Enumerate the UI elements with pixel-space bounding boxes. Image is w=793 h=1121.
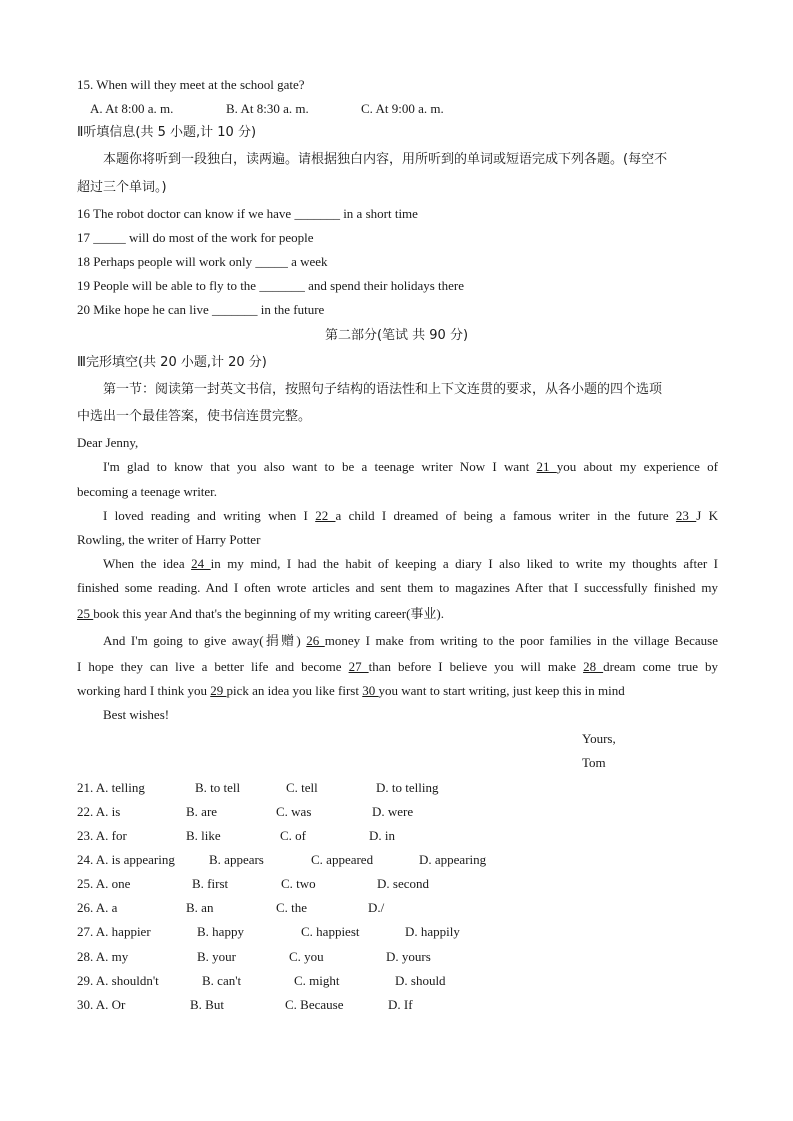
answer-28-c: C. you: [289, 949, 324, 964]
section-3-instruction-line2: 中选出一个最佳答案，使书信连贯完整。: [77, 409, 312, 424]
blank-30: 30: [362, 683, 379, 698]
answer-26-d: D./: [368, 900, 385, 915]
answer-24-a: 24. A. is appearing: [77, 852, 175, 867]
section-2-instruction-line1: 本题你将听到一段独白，读两遍。请根据独白内容，用所听到的单词或短语完成下列各题。(每空不: [103, 152, 668, 167]
blank-25: 25: [77, 606, 94, 621]
letter-p4-line3: working hard I think you 29 pick an idea you like first 30 you want to start writing, just keep this in mind: [77, 683, 625, 698]
answer-23-a: 23. A. for: [77, 828, 127, 843]
answer-21-d: D. to telling: [376, 780, 439, 795]
answer-30-b: B. But: [190, 997, 224, 1012]
letter-p3-line3: 25 book this year And that's the beginning of my writing career(事业).: [77, 606, 445, 622]
letter-p4-line2: I hope they can live a better life and become 27 than before I believe you will make 28 dream come true by: [77, 659, 719, 674]
letter-p1-line2: becoming a teenage writer.: [77, 484, 218, 499]
answer-22-b: B. are: [186, 804, 218, 819]
answer-26-b: B. an: [186, 900, 214, 915]
blank-21: 21: [536, 459, 557, 474]
blank-23: 23: [675, 508, 697, 523]
answer-25-a: 25. A. one: [77, 876, 131, 891]
section-2-title: Ⅱ听填信息(共 5 小题,计 10 分): [77, 125, 257, 140]
q15-option-a: A. At 8:00 a. m.: [90, 101, 174, 116]
answer-30-d: D. If: [388, 997, 413, 1012]
section-3-title: Ⅲ完形填空(共 20 小题,计 20 分): [77, 355, 267, 370]
answer-23-d: D. in: [369, 828, 395, 843]
answer-24-c: C. appeared: [311, 852, 374, 867]
q15-option-c: C. At 9:00 a. m.: [361, 101, 444, 116]
section-3-instruction-line1: 第一节：阅读第一封英文书信，按照句子结构的语法性和上下文连贯的要求，从各小题的四个选项: [103, 382, 663, 397]
answer-22-d: D. were: [372, 804, 414, 819]
letter-sign-yours: Yours,: [582, 731, 616, 746]
blank-24: 24: [191, 556, 211, 571]
part-2-title: 第二部分(笔试 共 90 分): [324, 328, 469, 343]
letter-greeting: Dear Jenny,: [77, 435, 139, 450]
answer-23-b: B. like: [186, 828, 221, 843]
section-2-instruction-line2: 超过三个单词。): [77, 180, 167, 195]
blank-26: 26: [306, 633, 325, 648]
answer-25-d: D. second: [377, 876, 429, 891]
answer-26-a: 26. A. a: [77, 900, 118, 915]
answer-30-a: 30. A. Or: [77, 997, 126, 1012]
answer-24-b: B. appears: [209, 852, 264, 867]
answer-27-d: D. happily: [405, 924, 460, 939]
answer-28-a: 28. A. my: [77, 949, 129, 964]
answer-27-b: B. happy: [197, 924, 244, 939]
answer-26-c: C. the: [276, 900, 308, 915]
answer-25-c: C. two: [281, 876, 316, 891]
question-15: 15. When will they meet at the school gate?: [77, 77, 305, 92]
answer-21-b: B. to tell: [195, 780, 241, 795]
fill-item-17: 17 _____ will do most of the work for people: [77, 230, 314, 245]
letter-sign-name: Tom: [582, 755, 606, 770]
blank-29: 29: [210, 683, 227, 698]
answer-28-d: D. yours: [386, 949, 431, 964]
blank-27: 27: [348, 659, 369, 674]
answer-24-d: D. appearing: [419, 852, 487, 867]
q15-option-b: B. At 8:30 a. m.: [226, 101, 309, 116]
answer-30-c: C. Because: [285, 997, 344, 1012]
answer-23-c: C. of: [280, 828, 306, 843]
answer-29-a: 29. A. shouldn't: [77, 973, 159, 988]
fill-item-16: 16 The robot doctor can know if we have _______ in a short time: [77, 206, 418, 221]
letter-p3-line1: When the idea 24 in my mind, I had the habit of keeping a diary I also liked to write my thoughts after I: [103, 556, 719, 571]
fill-item-20: 20 Mike hope he can live _______ in the future: [77, 302, 325, 317]
letter-p2-line2: Rowling, the writer of Harry Potter: [77, 532, 261, 547]
fill-item-18: 18 Perhaps people will work only _____ a week: [77, 254, 328, 269]
answer-21-c: C. tell: [286, 780, 318, 795]
blank-22: 22: [315, 508, 336, 523]
blank-28: 28: [583, 659, 604, 674]
letter-p4-line1: And I'm going to give away(捐赠) 26 money I make from writing to the poor families in the village Because: [103, 633, 718, 649]
answer-27-a: 27. A. happier: [77, 924, 151, 939]
answer-22-a: 22. A. is: [77, 804, 121, 819]
fill-item-19: 19 People will be able to fly to the _______ and spend their holidays there: [77, 278, 465, 293]
answer-21-a: 21. A. telling: [77, 780, 145, 795]
letter-p1-line1: I'm glad to know that you also want to be a teenage writer Now I want 21 you about my experience of: [103, 459, 718, 474]
answer-29-b: B. can't: [202, 973, 242, 988]
answer-29-d: D. should: [395, 973, 446, 988]
letter-p2-line1: I loved reading and writing when I 22 a child I dreamed of being a famous writer in the future 23 J K: [103, 508, 718, 523]
letter-closing: Best wishes!: [103, 707, 170, 722]
answer-27-c: C. happiest: [301, 924, 360, 939]
answer-29-c: C. might: [294, 973, 340, 988]
answer-28-b: B. your: [197, 949, 236, 964]
letter-p3-line2: finished some reading. And I often wrote articles and sent them to magazines After that I successfully finished my: [77, 580, 718, 595]
answer-22-c: C. was: [276, 804, 312, 819]
answer-25-b: B. first: [192, 876, 229, 891]
